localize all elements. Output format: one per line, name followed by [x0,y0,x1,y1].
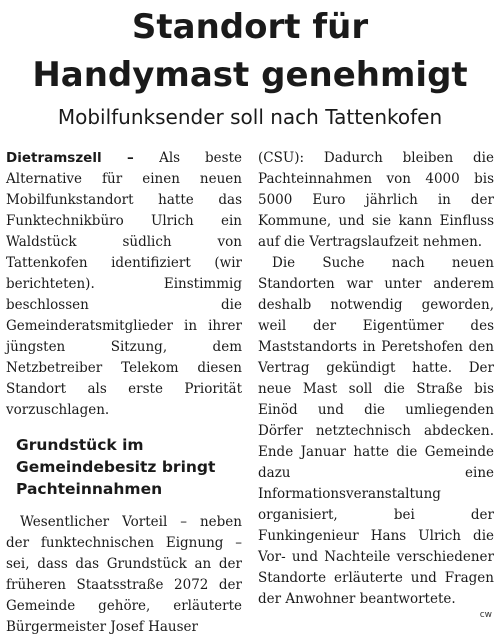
paragraph-continuation: (CSU): Dadurch bleiben die Pachteinnahmen von 4000 bis 5000 Euro jährlich in der Kommune, und sie kann Einfluss auf die Vertragslaufzeit nehmen. [258,150,494,250]
paragraph-intro [6,148,242,421]
intro-text: Als beste Alternative für einen neuen Mobilfunkstandort hatte das Funktechnikbüro Ulrich ein Waldstück südlich von Tattenkofen identifiziert (wir berichteten). Einstimmig beschlossen die Gemeinderatsmitglieder in ihrer jüngsten Sitzung, dem Netzbetreiber Telekom diesen Standort als erste Priorität vorzuschlagen. [6,150,243,418]
crosshead-line-2: Gemeindebesitz bringt [16,458,216,476]
crosshead-line-1: Grundstück im [16,436,144,454]
author-initials: cw [479,610,492,620]
crosshead [16,434,242,500]
paragraph-search: Die Suche nach neuen Standorten war unter anderem deshalb notwendig geworden, weil der Eigentümer des Maststandorts in Peretshofen den Vertrag gekündigt hatte. Der neue Mast soll die Straße bis Einöd und die umliegenden Dörfer netztechnisch abdecken. Ende Januar hatte die Gemeinde dazu eine Informationsveranstaltung organisiert, bei der Funkingenieur Hans Ulrich die Vor- und Nachteile verschiedener Standorte erläuterte und Fragen der Anwohner beantwortete. [258,255,494,607]
dateline: Dietramszell – [6,150,160,166]
headline-line-2: Handymast genehmigt [32,55,468,95]
crosshead-line-3: Pachteinnahmen [16,480,163,498]
right-column [258,148,494,610]
headline-line-1: Standort für [131,7,369,47]
subheadline: Mobilfunksender soll nach Tattenkofen [57,105,443,129]
left-column [6,148,242,638]
paragraph-advantage: Wesentlicher Vorteil – neben der funktechnischen Eignung – sei, dass das Grundstück an der früheren Staatsstraße 2072 der Gemeinde gehöre, erläuterte Bürgermeister Josef Hauser [6,514,242,635]
